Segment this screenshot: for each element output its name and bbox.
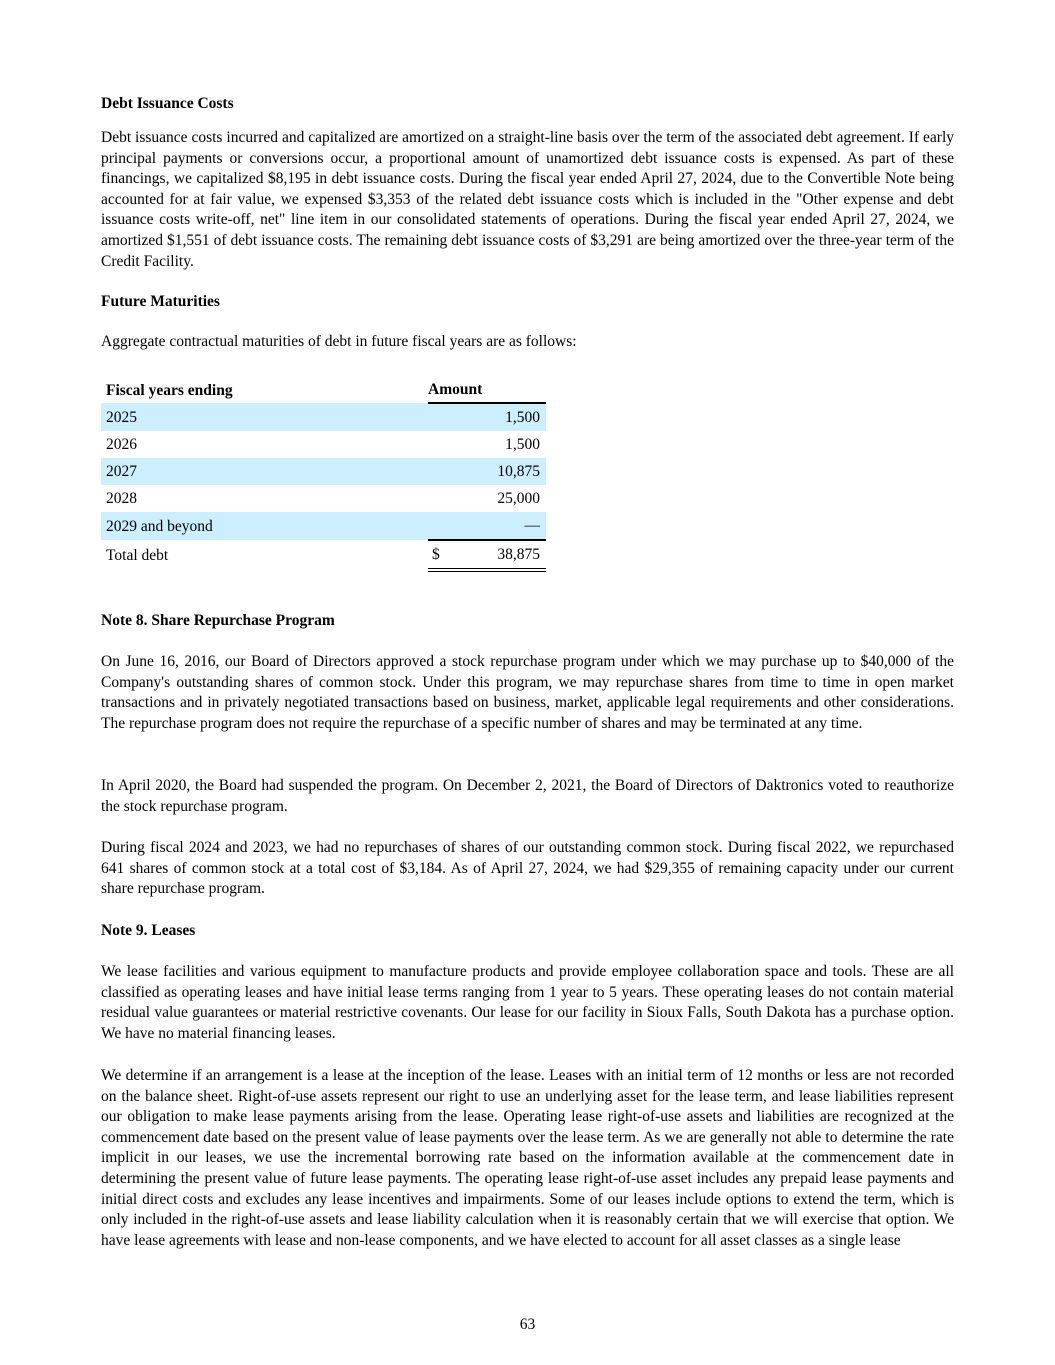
- paragraph-note-8-3: During fiscal 2024 and 2023, we had no repurchases of shares of our outstanding common stock. During fiscal 2022, we repurchased 641 shares of common stock at a total cost of $3,184. As of April 27, 2024, we had $29,355 of remaining capacity under our current share repurchase program.: [101, 839, 954, 898]
- table-row: [101, 512, 546, 540]
- section-heading-note-8: Note 8. Share Repurchase Program: [101, 612, 335, 629]
- column-header-amount: Amount: [428, 378, 546, 403]
- table-row: [101, 458, 546, 485]
- row-label: 2026: [106, 436, 137, 453]
- paragraph-note-9-2: We determine if an arrangement is a lease at the inception of the lease. Leases with an initial term of 12 months or less are not recorded on the balance sheet. Right-of-use assets represent our right to use an underlying asset for the lease term, and lease liabilities represent our obligation to make lease payments arising from the lease. Operating lease right-of-use assets and liabilities are recognized at the commencement date based on the present value of lease payments over the lease term. As we are generally not able to determine the rate implicit in our leases, we use the incremental borrowing rate based on the information available at the commencement date in determining the present value of future lease payments. The operating lease right-of-use asset includes any prepaid lease payments and initial direct costs and excludes any lease incentives and impairments. Some of our leases include options to extend the term, which is only included in the right-of-use assets and lease liability calculation when it is reasonably certain that we will exercise that option. We have lease agreements with lease and non-lease components, and we have elected to account for all asset classes as a single lease: [101, 1067, 954, 1249]
- column-header-fiscal-years: Fiscal years ending: [106, 381, 233, 399]
- row-amount: 1,500: [505, 436, 540, 453]
- page-number: 63: [519, 1316, 536, 1333]
- row-label: 2029 and beyond: [101, 512, 428, 540]
- section-heading-note-9: Note 9. Leases: [101, 922, 196, 939]
- row-amount: —: [428, 512, 546, 540]
- table-header-row: [101, 378, 546, 403]
- table-row: [101, 485, 546, 512]
- table-row: [101, 403, 546, 431]
- total-amount-cell: [428, 540, 546, 570]
- table-row: [101, 431, 546, 458]
- paragraph-future-maturities-intro: Aggregate contractual maturities of debt in future fiscal years are as follows:: [101, 333, 577, 350]
- paragraph-debt-issuance-costs: Debt issuance costs incurred and capitalized are amortized on a straight-line basis over the term of the associated debt agreement. If early principal payments or conversions occur, a proportional amount of unamortized debt issuance costs is expensed. As part of these financings, we capitalized $8,195 in debt issuance costs. During the fiscal year ended April 27, 2024, due to the Convertible Note being accounted for at fair value, we expensed $3,353 of the related debt issuance costs which is included in the "Other expense and debt issuance costs write-off, net" line item in our consolidated statements of operations. During the fiscal year ended April 27, 2024, we amortized $1,551 of debt issuance costs. The remaining debt issuance costs of $3,291 are being amortized over the three-year term of the Credit Facility.: [101, 129, 954, 270]
- row-label: 2028: [106, 490, 137, 507]
- paragraph-note-8-1: On June 16, 2016, our Board of Directors approved a stock repurchase program under which we may purchase up to $40,000 of the Company's outstanding shares of common stock. Under this program, we may repurchase shares from time to time in open market transactions and in privately negotiated transactions based on business, market, applicable legal requirements and other considerations. The repurchase program does not require the repurchase of a specific number of shares and may be terminated at any time.: [101, 653, 954, 732]
- row-amount: 25,000: [497, 490, 540, 507]
- section-heading-debt-issuance-costs: Debt Issuance Costs: [101, 95, 234, 112]
- row-label: 2027: [101, 458, 428, 485]
- row-amount: 10,875: [428, 458, 546, 485]
- total-label: Total debt: [106, 546, 169, 564]
- paragraph-note-9-1: We lease facilities and various equipment to manufacture products and provide employee collaboration space and tools. These are all classified as operating leases and have initial lease terms ranging from 1 year to 5 years. These operating leases do not contain material residual value guarantees or material restrictive covenants. Our lease for our facility in Sioux Falls, South Dakota has a purchase option. We have no material financing leases.: [101, 963, 954, 1042]
- total-amount: 38,875: [497, 546, 540, 563]
- table-total-row: [101, 540, 546, 570]
- section-heading-future-maturities: Future Maturities: [101, 293, 220, 310]
- row-label: 2025: [101, 403, 428, 431]
- debt-maturities-table: [101, 378, 546, 572]
- currency-symbol: $: [432, 546, 440, 563]
- paragraph-note-8-2: In April 2020, the Board had suspended the program. On December 2, 2021, the Board of Directors of Daktronics voted to reauthorize the stock repurchase program.: [101, 777, 954, 815]
- row-amount: 1,500: [428, 403, 546, 431]
